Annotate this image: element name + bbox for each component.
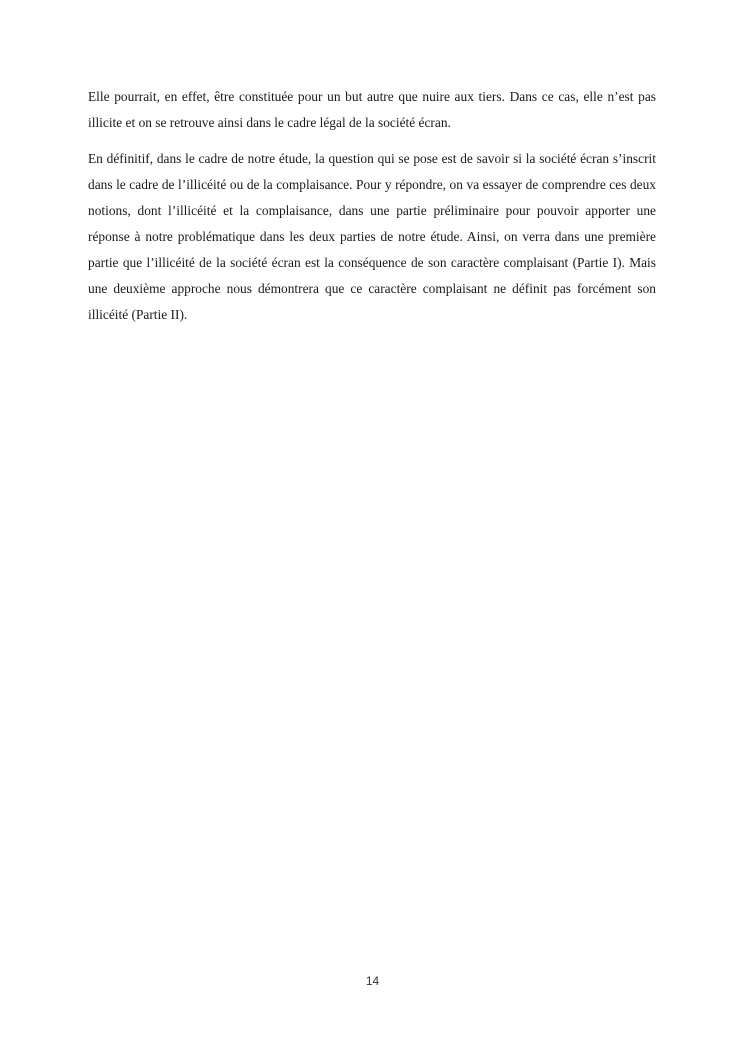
page-number: 14: [365, 974, 380, 988]
paragraph-1: Elle pourrait, en effet, être constituée pour un but autre que nuire aux tiers. Dans ce cas, elle n’est pas illicite et on se retrouve ainsi dans le cadre légal de la société écran.: [88, 89, 656, 130]
body-text: [88, 84, 656, 328]
paragraph-2: En définitif, dans le cadre de notre étude, la question qui se pose est de savoir si la société écran s’inscrit dans le cadre de l’illicéité ou de la complaisance. Pour y répondre, on va essayer de comprendre ces deux notions, dont l’illicéité et la complaisance, dans une partie préliminaire pour pouvoir apporter une réponse à notre problématique dans les deux parties de notre étude. Ainsi, on verra dans une première partie que l’illicéité de la société écran est la conséquence de son caractère complaisant (Partie I). Mais une deuxième approche nous démontrera que ce caractère complaisant ne définit pas forcément son illicéité (Partie II).: [88, 151, 656, 322]
